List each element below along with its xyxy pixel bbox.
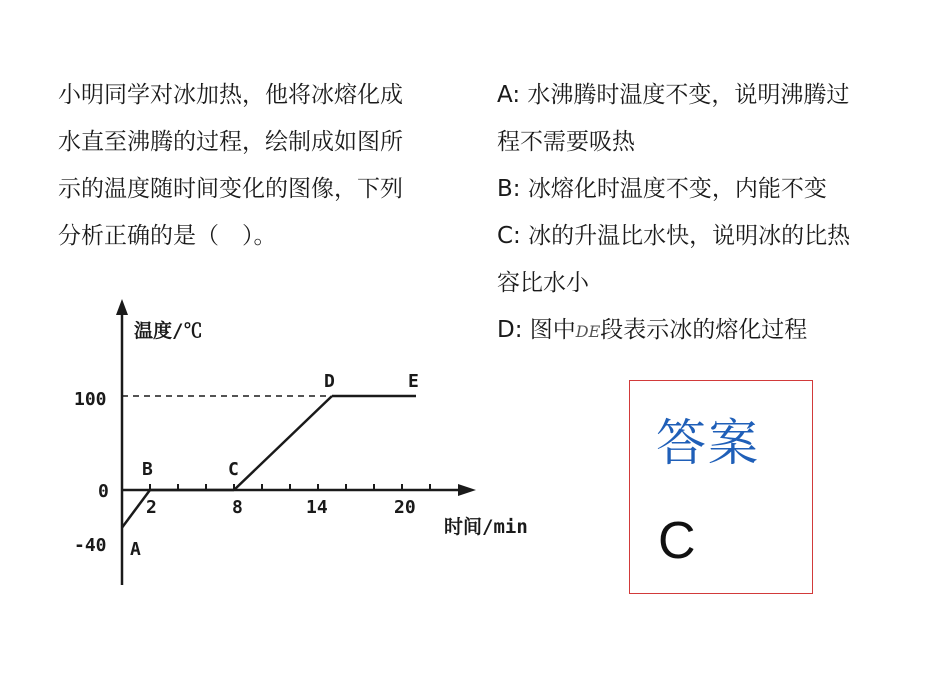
point-label-e: E [408,371,419,392]
y-tick-label: 0 [98,481,109,502]
question-text [58,72,478,260]
answer-value: C [658,512,696,570]
temperature-time-graph [60,295,560,595]
option-d-suffix: 段表示冰的熔化过程 [600,317,808,343]
question-line: 分析正确的是（ ）。 [58,223,277,249]
y-tick-label: -40 [74,535,107,556]
temperature-series [122,396,416,528]
x-tick-label: 14 [306,497,328,518]
x-axis-arrow [458,484,476,496]
x-tick-label: 8 [232,497,243,518]
answer-box [629,380,813,594]
y-axis-label: 温度/℃ [134,320,203,342]
x-axis-label: 时间/min [444,516,528,538]
options-list [497,72,927,355]
option-c-line2: 容比水小 [497,270,589,296]
answer-title: 答案 [656,414,760,472]
x-tick-label: 2 [146,497,157,518]
option-d-prefix: D: 图中 [497,317,576,343]
question-line: 示的温度随时间变化的图像，下列 [58,176,403,202]
option-a-line1: A: 水沸腾时温度不变，说明沸腾过 [497,82,850,108]
point-label-b: B [142,459,153,480]
option-d [497,307,927,355]
segment-cd [234,396,332,490]
y-axis-arrow [116,299,128,315]
question-line: 水直至沸腾的过程，绘制成如图所 [58,129,403,155]
option-d-segment: DE [575,322,601,341]
y-tick-label: 100 [74,389,107,410]
option-a-line2: 程不需要吸热 [497,129,635,155]
option-c-line1: C: 冰的升温比水快，说明冰的比热 [497,223,851,249]
point-label-c: C [228,459,239,480]
x-tick-label: 20 [394,497,416,518]
point-label-a: A [130,539,141,560]
point-label-d: D [324,371,335,392]
option-b: B: 冰熔化时温度不变，内能不变 [497,176,827,202]
question-line: 小明同学对冰加热，他将冰熔化成 [58,82,403,108]
